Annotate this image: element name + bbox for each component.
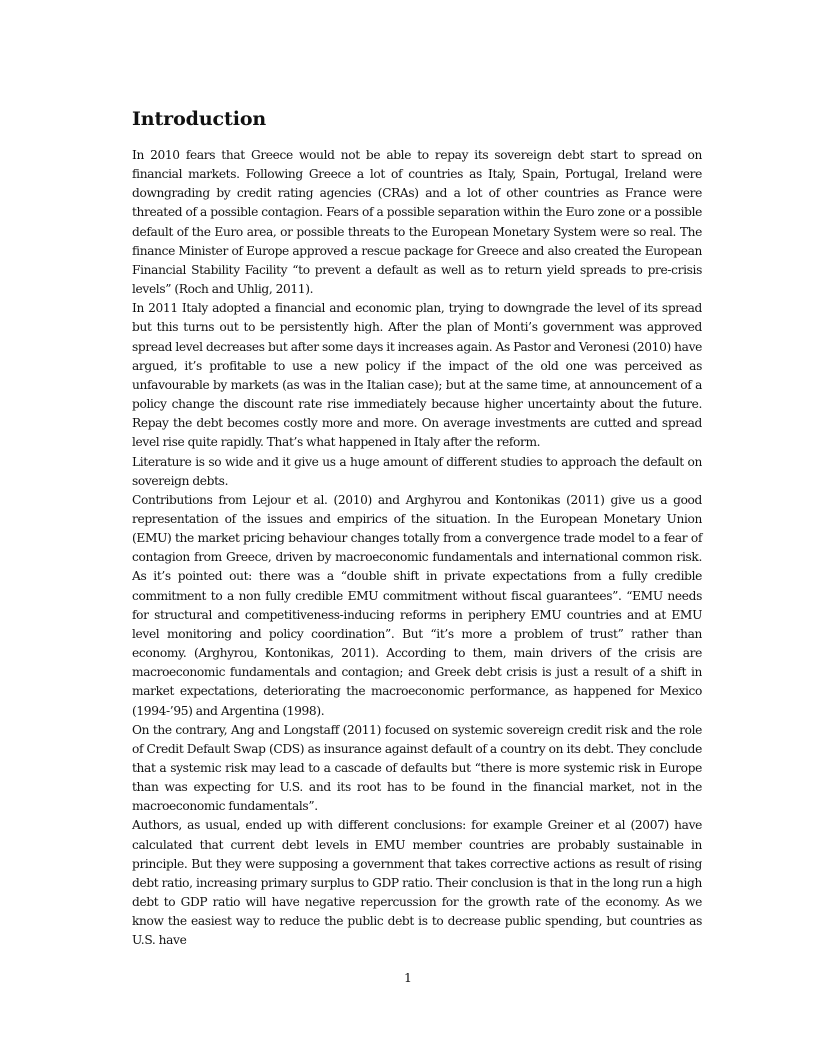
- body-text: [132, 146, 702, 951]
- page-number: 1: [404, 970, 412, 985]
- paragraph-4: Contributions from Lejour et al. (2010) and Arghyrou and Kontonikas (2011) give us a good representation of the issues and empirics of the situation. In the European Monetary Union (EMU) the market pricing behaviour changes totally from a convergence trade model to a fear of contagion from Greece, driven by macroeconomic fundamentals and international common risk. As it’s pointed out: there was a “double shift in private expectations from a fully credible commitment to a non fully credible EMU commitment without fiscal guarantees”. “EMU needs for structural and competitiveness-inducing reforms in periphery EMU countries and at EMU level monitoring and policy coordination”. But “it’s more a problem of trust” rather than economy. (Arghyrou, Kontonikas, 2011). According to them, main drivers of the crisis are macroeconomic fundamentals and contagion; and Greek debt crisis is just a result of a shift in market expectations, deteriorating the macroeconomic performance, as happened for Mexico (1994-’95) and Argentina (1998).: [132, 492, 702, 718]
- paragraph-2: In 2011 Italy adopted a financial and economic plan, trying to downgrade the level of its spread but this turns out to be persistently high. After the plan of Monti’s government was approved spread level decreases but after some days it increases again. As Pastor and Veronesi (2010) have argued, it’s profitable to use a new policy if the impact of the old one was perceived as unfavourable by markets (as was in the Italian case); but at the same time, at announcement of a policy change the discount rate rise immediately because higher uncertainty about the future. Repay the debt becomes costly more and more. On average investments are cutted and spread level rise quite rapidly. That’s what happened in Italy after the reform.: [132, 301, 702, 450]
- paragraph-1: In 2010 fears that Greece would not be able to repay its sovereign debt start to spread on financial markets. Following Greece a lot of countries as Italy, Spain, Portugal, Ireland were downgrading by credit rating agencies (CRAs) and a lot of other countries as France were threated of a possible contagion. Fears of a possible separation within the Euro zone or a possible default of the Euro area, or possible threats to the European Monetary System were so real. The finance Minister of Europe approved a rescue package for Greece and also created the European Financial Stability Facility “to prevent a default as well as to return yield spreads to pre-crisis levels” (Roch and Uhlig, 2011).: [132, 148, 702, 297]
- section-heading: Introduction: [132, 108, 267, 130]
- paragraph-5: On the contrary, Ang and Longstaff (2011) focused on systemic sovereign credit risk and the role of Credit Default Swap (CDS) as insurance against default of a country on its debt. They conclude that a systemic risk may lead to a cascade of defaults but “there is more systemic risk in Europe than was expecting for U.S. and its root has to be found in the financial market, not in the macroeconomic fundamentals”.: [132, 722, 702, 814]
- paragraph-6: Authors, as usual, ended up with different conclusions: for example Greiner et al (2007) have calculated that current debt levels in EMU member countries are probably sustainable in principle. But they were supposing a government that takes corrective actions as result of rising debt ratio, increasing primary surplus to GDP ratio. Their conclusion is that in the long run a high debt to GDP ratio will have negative repercussion for the growth rate of the economy. As we know the easiest way to reduce the public debt is to decrease public spending, but countries as U.S. have: [132, 818, 702, 948]
- paragraph-3: Literature is so wide and it give us a huge amount of different studies to approach the default on sovereign debts.: [132, 454, 702, 488]
